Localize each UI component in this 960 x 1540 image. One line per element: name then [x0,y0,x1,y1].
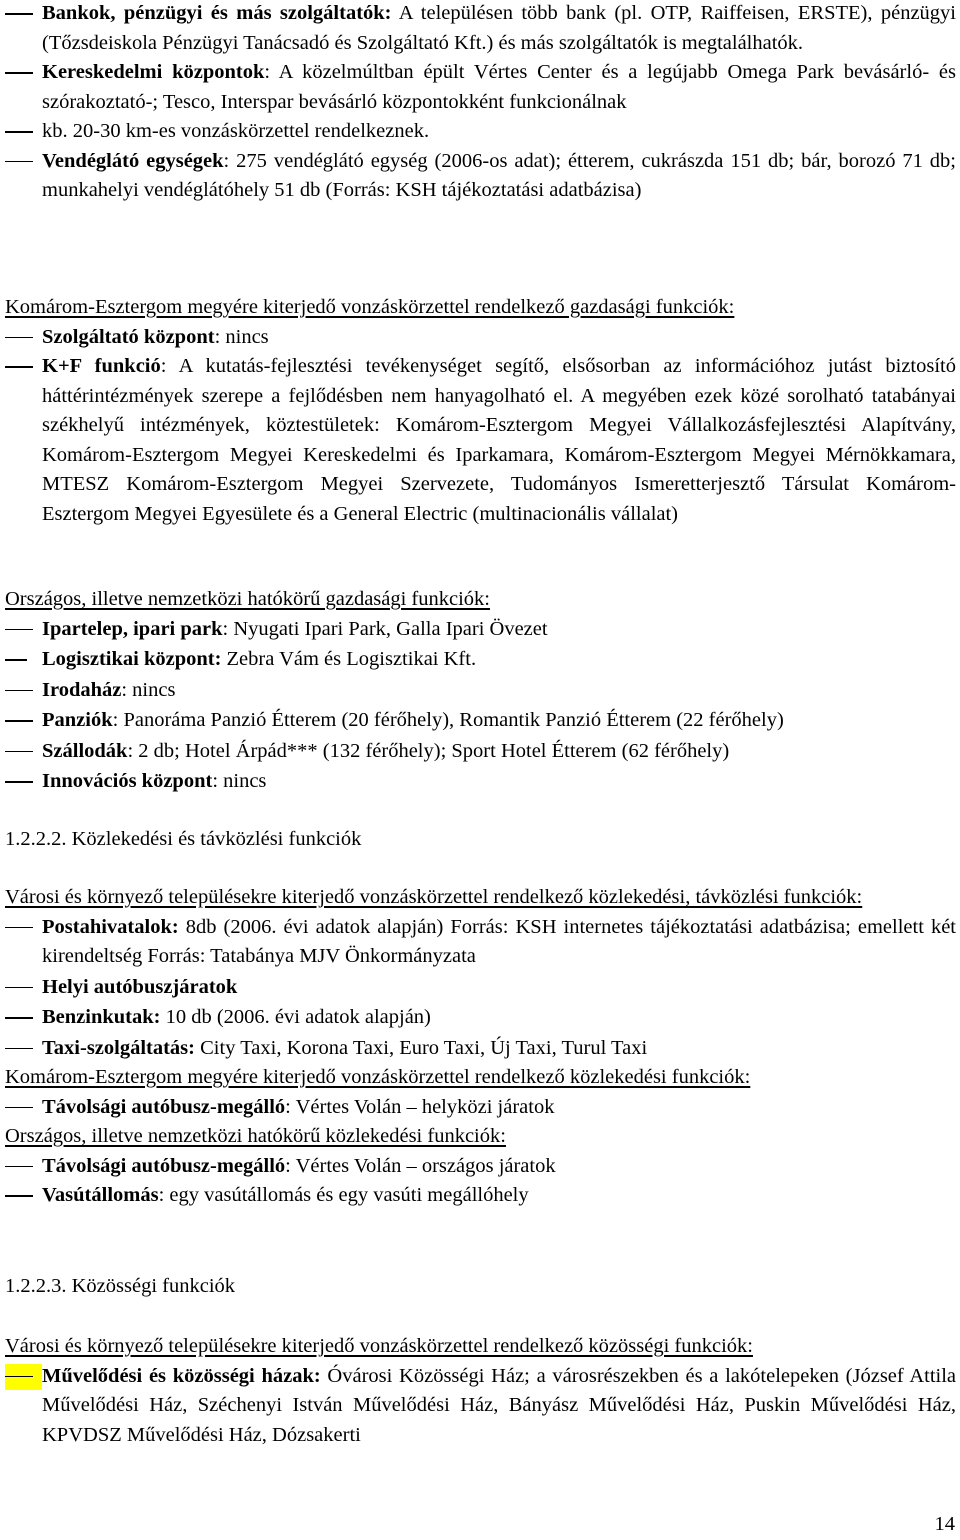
dash-bullet [5,781,33,783]
community-subsection [5,1272,956,1302]
dash-bullet [5,720,33,722]
item-text: : A közelmúltban épült Vértes Center és a legújabb Omega Park bevásárló- és szórakoztató-; Tesco, Interspar bevásárló központokként funkcionálnak [42,61,956,113]
subsection-title: 1.2.2.3. Közösségi funkciók [5,1275,236,1297]
dash-bullet [5,751,33,753]
national-economic-section [5,585,956,797]
county-economic-section [5,293,956,529]
list-item [5,58,956,117]
section-heading: Országos, illetve nemzetközi hatókörű közlekedési funkciók: [5,1125,506,1147]
transport-subsection [5,825,956,855]
list-item [5,615,956,645]
item-title: Vasútállomás [42,1184,159,1206]
item-text: : nincs [214,325,269,348]
section-heading: Komárom-Esztergom megyére kiterjedő vonzáskörzettel rendelkező közlekedési funkciók: [5,1066,751,1088]
list-item [5,706,956,736]
item-title: Taxi-szolgáltatás: [42,1036,195,1059]
item-text: : Nyugati Ipari Park, Galla Ipari Övezet [222,617,548,640]
dash-bullet [5,131,33,133]
subsection-title: 1.2.2.2. Közlekedési és távközlési funkciók [5,828,362,850]
item-title: Benzinkutak: [42,1006,161,1028]
item-title: Ipartelep, ipari park [42,617,223,640]
item-text: City Taxi, Korona Taxi, Euro Taxi, Új Taxi, Turul Taxi [195,1036,648,1059]
dash-bullet [5,337,33,339]
list-item [5,323,956,353]
dash-bullet [5,72,33,74]
item-title: Vendéglátó egységek [42,149,224,172]
list-item [5,147,956,206]
item-title: Bankok, pénzügyi és más szolgáltatók: [42,2,392,24]
item-title: K+F funkció [42,355,161,377]
section-heading: Városi és környező településekre kiterjedő vonzáskörzettel rendelkező közlekedési, távközlési funkciók: [5,886,863,908]
item-title: Távolsági autóbusz-megálló [42,1154,286,1177]
list-item [5,352,956,529]
dash-bullet [5,690,33,692]
item-text: 10 db (2006. évi adatok alapján) [160,1006,431,1028]
list-item [5,117,956,147]
dash-bullet [5,927,33,929]
item-text: : nincs [212,770,267,792]
item-title: Postahivatalok: [42,915,179,938]
item-text: A településen több bank (pl. OTP, Raiffeisen, ERSTE), pénzügyi (Tőzsdeiskola Pénzügyi Tanácsadó és Szolgáltató Kft.) és más szolgáltatók is megtalálhatók. [42,2,956,54]
item-text: Óvárosi Közösségi Ház; a városrészekben és a lakótelepeken (József Attila Művelődési Ház, Széchenyi István Művelődési Ház, Bányász Művelődési Ház, Puskin Művelődési Ház, KPVDSZ Művelődési Ház, Dózsakerti [42,1364,957,1446]
item-text: : Vértes Volán – helyközi járatok [285,1095,555,1118]
item-text: : Panoráma Panzió Étterem (20 férőhely), Romantik Panzió Étterem (22 férőhely) [112,709,784,731]
list-item [5,737,956,767]
item-text: : A kutatás-fejlesztési tevékenységet segítő, elsősorban az információhoz jutást biztosító háttérintézmények szerepe a fejlődésben nem hanyagolható el. A megyében ezek közé sorolható tatabányai székhelyű intézmények, köztestületek: Komárom-Esztergom Megyei Vállalkozásfejlesztési Alapítvány, Komárom-Esztergom Megyei Kereskedelmi és Iparkamara, Komárom-Esztergom Megyei Mérnökkamara, MTESZ Komárom-Esztergom Megyei Szervezete, Tudományos Ismeretterjesztő Társulat Komárom-Esztergom Megyei Egyesülete és a General Electric (multinacionális vállalat) [42,355,956,525]
item-text: : 275 vendéglátó egység (2006-os adat); étterem, cukrászda 151 db; bár, borozó 71 db; munkahelyi vendéglátóhely 51 db (Forrás: KSH tájékoztatási adatbázisa) [42,149,956,201]
item-text: : Vértes Volán – országos járatok [285,1154,556,1177]
item-text: kb. 20-30 km-es vonzáskörzettel rendelkeznek. [42,120,430,142]
page-number: 14 [934,1513,955,1535]
item-title: Kereskedelmi központok [42,61,265,83]
item-title: Innovációs központ [42,770,213,792]
item-text: : 2 db; Hotel Árpád*** (132 férőhely); Sport Hotel Étterem (62 férőhely) [127,739,730,762]
city-transport-section [5,883,956,1211]
list-item [5,1093,956,1123]
dash-bullet [5,987,33,989]
dash-bullet [5,1107,33,1109]
dash-bullet-highlighted [5,1364,42,1390]
list-item [5,0,956,58]
list-item [5,1034,956,1064]
dash-bullet [5,13,33,15]
item-title: Helyi autóbuszjáratok [42,975,238,998]
item-text: Zebra Vám és Logisztikai Kft. [221,648,477,670]
list-item [5,1362,956,1451]
section-heading: Komárom-Esztergom megyére kiterjedő vonzáskörzettel rendelkező gazdasági funkciók: [5,296,735,318]
city-community-section [5,1332,956,1450]
dash-bullet [5,1017,33,1019]
item-text: : nincs [121,678,176,701]
list-item [5,767,956,797]
list-item [5,676,956,706]
services-list [5,0,956,206]
list-item [5,913,956,972]
list-item [5,1152,956,1182]
dash-bullet [5,161,33,163]
item-title: Szolgáltató központ [42,325,215,348]
dash-bullet [5,1166,33,1168]
section-heading: Városi és környező településekre kiterjedő vonzáskörzettel rendelkező közösségi funkciók: [5,1335,753,1357]
dash-bullet [5,659,27,661]
item-title: Logisztikai központ: [42,648,222,670]
dash-bullet [5,629,33,631]
dash-bullet [5,1048,33,1050]
dash-bullet [5,1195,33,1197]
list-item [5,1003,956,1033]
item-title: Szállodák [42,739,128,762]
item-title: Panziók [42,709,113,731]
item-title: Távolsági autóbusz-megálló [42,1095,286,1118]
item-title: Művelődési és közösségi házak: [42,1364,321,1387]
list-item [5,973,956,1003]
list-item [5,645,956,675]
item-text: 8db (2006. évi adatok alapján) Forrás: KSH internetes tájékoztatási adatbázisa; emellett két kirendeltség Forrás: Tatabánya MJV Önkormányzata [42,915,956,967]
dash-bullet [5,366,33,368]
item-text: : egy vasútállomás és egy vasúti megállóhely [158,1184,529,1206]
list-item [5,1181,956,1211]
item-title: Irodaház [42,678,122,701]
section-heading: Országos, illetve nemzetközi hatókörű gazdasági funkciók: [5,588,491,610]
